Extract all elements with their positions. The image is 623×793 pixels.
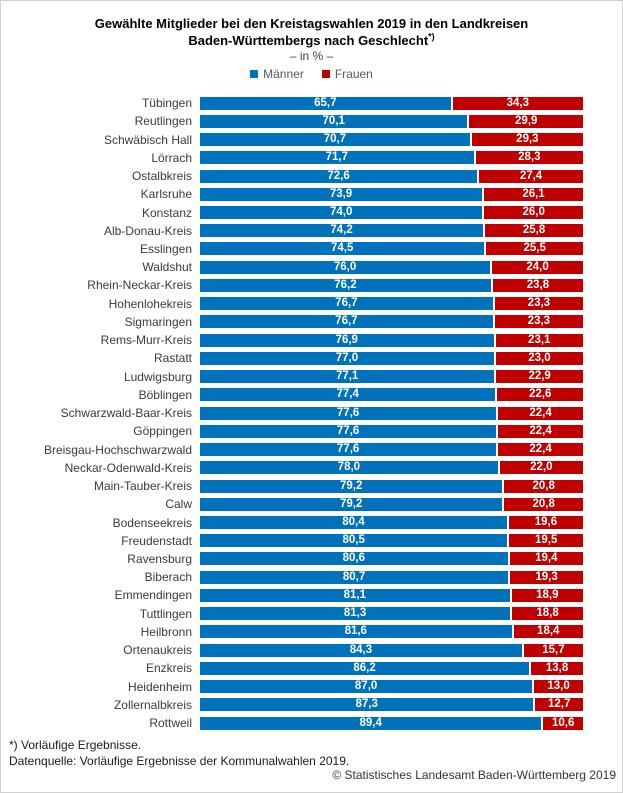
bar-segment-maenner [200, 242, 484, 255]
chart-row [1, 94, 591, 112]
bar-value-label: 22,6 [529, 388, 552, 401]
bar-value-label: 77,6 [336, 424, 360, 437]
bar-value-label: 76,7 [335, 297, 358, 310]
bar-segment-maenner [200, 334, 494, 347]
bar-value-label: 76,2 [334, 278, 357, 291]
bar-segment-maenner [200, 352, 494, 365]
bar-value-label: 10,6 [551, 716, 575, 729]
bar-value-label: 23,0 [528, 351, 551, 364]
legend-item-maenner [250, 67, 304, 81]
bar-value-label: 77,6 [336, 406, 360, 419]
bar-value-label: 23,1 [528, 333, 551, 346]
bar-segment-maenner [200, 644, 522, 657]
category-label: Main-Tauber-Kreis [93, 479, 192, 494]
bar-chart-plot-area [1, 94, 591, 732]
category-label: Heilbronn [140, 624, 192, 639]
bar-segment-frauen [534, 680, 583, 693]
bar-track [200, 425, 583, 438]
bar-value-label: 18,4 [537, 625, 560, 638]
legend-swatch-maenner-icon [250, 70, 258, 78]
bar-value-label: 20,8 [532, 497, 555, 510]
category-label: Emmendingen [114, 588, 192, 603]
bar-value-label: 19,5 [534, 534, 558, 547]
bar-track [200, 297, 583, 310]
bar-segment-maenner [200, 534, 507, 547]
chart-title-line2: Baden-Württembergs nach Geschlecht [188, 33, 429, 48]
bar-value-label: 29,3 [516, 133, 539, 146]
bar-track [200, 224, 583, 237]
bar-value-label: 18,9 [536, 588, 559, 601]
bar-value-label: 13,0 [547, 680, 570, 693]
chart-row [1, 349, 591, 367]
bar-value-label: 12,7 [547, 698, 571, 711]
bar-segment-frauen [479, 170, 583, 183]
chart-row [1, 605, 591, 623]
bar-value-label: 13,8 [545, 661, 569, 674]
bar-segment-frauen [453, 97, 583, 110]
chart-title-line1: Gewählte Mitglieder bei den Kreistagswahlen 2019 in den Landkreisen [94, 16, 529, 31]
chart-row [1, 440, 591, 458]
bar-value-label: 77,1 [335, 370, 359, 383]
chart-row [1, 623, 591, 641]
bar-value-label: 34,3 [506, 96, 529, 109]
bar-value-label: 26,1 [522, 187, 545, 200]
category-label: Tübingen [141, 96, 192, 111]
bar-segment-maenner [200, 498, 502, 511]
bar-segment-frauen [504, 480, 583, 493]
chart-row [1, 295, 591, 313]
bar-value-label: 22,9 [528, 370, 551, 383]
bar-segment-frauen [476, 151, 583, 164]
chart-row [1, 477, 591, 495]
bar-value-label: 22,4 [529, 443, 552, 456]
chart-row [1, 550, 591, 568]
bar-track [200, 480, 583, 493]
bar-segment-maenner [200, 224, 483, 237]
bar-track [200, 680, 583, 693]
category-label: Göppingen [133, 424, 192, 439]
bar-segment-frauen [498, 425, 583, 438]
bar-value-label: 72,6 [327, 169, 350, 182]
copyright-text: © Statistisches Landesamt Baden-Württemberg 2019 [332, 768, 616, 782]
chart-row [1, 167, 591, 185]
bar-value-label: 78,0 [337, 461, 361, 474]
bar-track [200, 717, 583, 730]
legend-swatch-frauen-icon [322, 70, 330, 78]
category-label: Reutlingen [134, 114, 192, 129]
category-label: Freudenstadt [121, 533, 192, 548]
category-label: Breisgau-Hochschwarzwald [43, 442, 192, 457]
bar-track [200, 589, 583, 602]
chart-row [1, 331, 591, 349]
bar-value-label: 28,3 [518, 151, 541, 164]
category-label: Esslingen [139, 241, 192, 256]
bar-segment-maenner [200, 188, 482, 201]
bar-value-label: 80,6 [342, 552, 366, 565]
category-label: Ravensburg [127, 551, 192, 566]
chart-row [1, 404, 591, 422]
bar-track [200, 334, 583, 347]
legend-item-frauen [322, 67, 373, 81]
chart-legend [1, 67, 622, 81]
bar-segment-frauen [493, 279, 583, 292]
category-label: Enzkreis [145, 661, 192, 676]
source-text: Datenquelle: Vorläufige Ergebnisse der Kommunalwahlen 2019. [9, 754, 350, 768]
chart-row [1, 368, 591, 386]
category-label: Calw [165, 497, 192, 512]
bar-value-label: 29,9 [515, 114, 538, 127]
bar-segment-frauen [510, 571, 583, 584]
bar-track [200, 188, 583, 201]
chart-row [1, 678, 591, 696]
chart-row [1, 696, 591, 714]
bar-value-label: 71,7 [325, 151, 348, 164]
bar-track [200, 242, 583, 255]
bar-segment-frauen [543, 717, 583, 730]
bar-segment-maenner [200, 407, 496, 420]
bar-value-label: 19,4 [535, 552, 558, 565]
bar-value-label: 23,3 [527, 315, 551, 328]
chart-row [1, 276, 591, 294]
bar-segment-maenner [200, 115, 467, 128]
bar-track [200, 516, 583, 529]
bar-value-label: 74,0 [330, 206, 353, 219]
bar-segment-maenner [200, 206, 482, 219]
category-label: Sigmaringen [124, 314, 192, 329]
bar-segment-maenner [200, 261, 490, 274]
category-label: Biberach [144, 570, 192, 585]
bar-segment-maenner [200, 170, 477, 183]
bar-segment-frauen [472, 133, 583, 146]
bar-segment-frauen [469, 115, 583, 128]
bar-segment-maenner [200, 625, 512, 638]
bar-value-label: 76,7 [335, 315, 358, 328]
bar-segment-frauen [496, 334, 583, 347]
bar-segment-maenner [200, 662, 529, 675]
category-label: Ortenaukreis [123, 643, 192, 658]
category-label: Rottweil [149, 716, 192, 731]
bar-track [200, 170, 583, 183]
category-label: Rhein-Neckar-Kreis [87, 278, 192, 293]
bar-track [200, 97, 583, 110]
bar-segment-frauen [495, 297, 583, 310]
category-label: Bodenseekreis [112, 515, 192, 530]
bar-segment-frauen [492, 261, 583, 274]
bar-segment-maenner [200, 97, 451, 110]
bar-segment-maenner [200, 388, 495, 401]
bar-segment-frauen [495, 315, 583, 328]
bar-track [200, 151, 583, 164]
bar-track [200, 407, 583, 420]
chart-row [1, 313, 591, 331]
chart-row [1, 495, 591, 513]
category-label: Karlsruhe [140, 187, 192, 202]
bar-segment-frauen [498, 443, 583, 456]
bar-value-label: 65,7 [314, 96, 337, 109]
footnotes [9, 737, 349, 769]
bar-value-label: 73,9 [329, 187, 353, 200]
bar-value-label: 25,5 [523, 242, 546, 255]
bar-track [200, 261, 583, 274]
bar-segment-frauen [509, 534, 583, 547]
bar-value-label: 89,4 [359, 716, 382, 729]
bar-segment-maenner [200, 461, 498, 474]
bar-segment-frauen [510, 552, 583, 565]
bar-value-label: 80,4 [342, 516, 365, 528]
chart-row [1, 641, 591, 659]
bar-value-label: 79,2 [339, 497, 363, 510]
chart-row [1, 258, 591, 276]
bar-segment-frauen [514, 625, 583, 638]
category-label: Böblingen [138, 387, 192, 402]
category-label: Waldshut [142, 260, 192, 275]
bar-value-label: 77,4 [336, 388, 359, 401]
chart-row [1, 386, 591, 404]
bar-segment-maenner [200, 680, 532, 693]
category-label: Rems-Murr-Kreis [100, 333, 192, 348]
bar-value-label: 87,3 [355, 698, 378, 711]
category-label: Alb-Donau-Kreis [103, 223, 192, 238]
chart-row [1, 149, 591, 167]
bar-track [200, 607, 583, 620]
bar-value-label: 74,2 [330, 224, 353, 237]
bar-value-label: 20,8 [532, 479, 555, 492]
bar-track [200, 443, 583, 456]
bar-track [200, 552, 583, 565]
category-label: Konstanz [141, 205, 192, 220]
bar-segment-frauen [504, 498, 583, 511]
bar-segment-frauen [486, 242, 583, 255]
bar-value-label: 80,5 [342, 534, 365, 547]
bar-track [200, 370, 583, 383]
chart-row [1, 222, 591, 240]
bar-segment-frauen [496, 352, 583, 365]
bar-track [200, 206, 583, 219]
bar-value-label: 18,8 [536, 607, 559, 620]
bar-segment-maenner [200, 480, 502, 493]
bar-track [200, 115, 583, 128]
legend-label-frauen: Frauen [334, 67, 373, 81]
bar-value-label: 24,0 [526, 260, 549, 273]
category-label: Neckar-Odenwald-Kreis [64, 460, 192, 475]
chart-row [1, 203, 591, 221]
bar-value-label: 19,3 [535, 570, 558, 583]
bar-segment-maenner [200, 698, 533, 711]
chart-row [1, 586, 591, 604]
bar-value-label: 76,0 [333, 260, 357, 273]
title-footnote-marker: *) [428, 31, 435, 42]
bar-segment-frauen [484, 188, 583, 201]
bar-value-label: 81,6 [344, 625, 367, 638]
bar-value-label: 80,7 [342, 570, 366, 583]
bar-track [200, 315, 583, 328]
bar-segment-frauen [535, 698, 583, 711]
chart-subtitle: – in % – [289, 49, 334, 63]
bar-value-label: 23,3 [527, 297, 551, 310]
bar-value-label: 76,9 [335, 333, 358, 346]
chart-row [1, 714, 591, 732]
bar-track [200, 534, 583, 547]
bar-segment-maenner [200, 297, 493, 310]
bar-value-label: 26,0 [522, 206, 545, 219]
bar-segment-maenner [200, 571, 508, 584]
bar-segment-maenner [200, 516, 507, 529]
category-label: Hohenlohekreis [108, 296, 192, 311]
bar-track [200, 698, 583, 711]
bar-value-label: 70,7 [323, 133, 347, 146]
bar-segment-frauen [497, 388, 583, 401]
chart-row [1, 185, 591, 203]
bar-track [200, 461, 583, 474]
bar-segment-maenner [200, 425, 496, 438]
bar-segment-maenner [200, 607, 510, 620]
chart-row [1, 422, 591, 440]
bar-track [200, 625, 583, 638]
category-label: Rastatt [153, 351, 192, 366]
bar-segment-frauen [484, 206, 583, 219]
bar-value-label: 77,0 [335, 351, 359, 364]
bar-segment-frauen [509, 516, 583, 529]
bar-segment-frauen [512, 589, 583, 602]
footnote-text: *) Vorläufige Ergebnisse. [9, 738, 142, 752]
bar-track [200, 133, 583, 146]
bar-track [200, 644, 583, 657]
category-label: Schwarzwald-Baar-Kreis [60, 406, 192, 421]
bar-value-label: 23,8 [526, 278, 550, 291]
bar-value-label: 79,2 [339, 479, 363, 492]
legend-label-maenner: Männer [263, 67, 304, 81]
bar-segment-frauen [531, 662, 583, 675]
bar-segment-frauen [496, 370, 583, 383]
category-label: Tuttlingen [139, 606, 192, 621]
bar-segment-maenner [200, 443, 496, 456]
bar-segment-maenner [200, 151, 474, 164]
chart-row [1, 532, 591, 550]
chart-row [1, 130, 591, 148]
bar-track [200, 571, 583, 584]
bar-segment-maenner [200, 315, 493, 328]
chart-row [1, 112, 591, 130]
bar-segment-maenner [200, 552, 508, 565]
chart-row [1, 568, 591, 586]
bar-segment-frauen [524, 644, 583, 657]
bar-segment-frauen [498, 407, 583, 420]
bar-track [200, 498, 583, 511]
bar-value-label: 87,0 [354, 680, 378, 693]
bar-track [200, 352, 583, 365]
bar-value-label: 22,4 [529, 424, 552, 437]
category-label: Lörrach [151, 150, 192, 165]
bar-value-label: 77,6 [336, 443, 360, 456]
bar-track [200, 388, 583, 401]
bar-value-label: 19,6 [534, 516, 558, 528]
chart-row [1, 513, 591, 531]
bar-segment-frauen [512, 607, 583, 620]
bar-value-label: 70,1 [322, 114, 345, 127]
category-label: Ostalbkreis [131, 169, 192, 184]
chart-title [1, 15, 622, 49]
category-label: Schwäbisch Hall [103, 132, 192, 147]
bar-track [200, 279, 583, 292]
bar-value-label: 22,4 [529, 406, 552, 419]
bar-value-label: 74,5 [330, 242, 354, 255]
bar-segment-maenner [200, 717, 541, 730]
bar-value-label: 86,2 [353, 661, 376, 674]
bar-segment-maenner [200, 589, 510, 602]
bar-segment-maenner [200, 133, 470, 146]
category-label: Heidenheim [127, 679, 192, 694]
bar-segment-maenner [200, 370, 494, 383]
bar-value-label: 84,3 [349, 643, 373, 656]
bar-segment-frauen [500, 461, 583, 474]
bar-segment-maenner [200, 279, 491, 292]
bar-value-label: 81,3 [343, 607, 367, 620]
chart-row [1, 240, 591, 258]
bar-track [200, 662, 583, 675]
bar-value-label: 81,1 [343, 588, 366, 601]
bar-value-label: 25,8 [522, 224, 546, 237]
category-label: Zollernalbkreis [113, 697, 192, 712]
bar-value-label: 15,7 [542, 643, 565, 656]
bar-value-label: 27,4 [519, 169, 543, 182]
category-label: Ludwigsburg [123, 369, 192, 384]
bar-value-label: 22,0 [530, 461, 553, 474]
chart-row [1, 659, 591, 677]
chart-row [1, 459, 591, 477]
bar-segment-frauen [485, 224, 583, 237]
